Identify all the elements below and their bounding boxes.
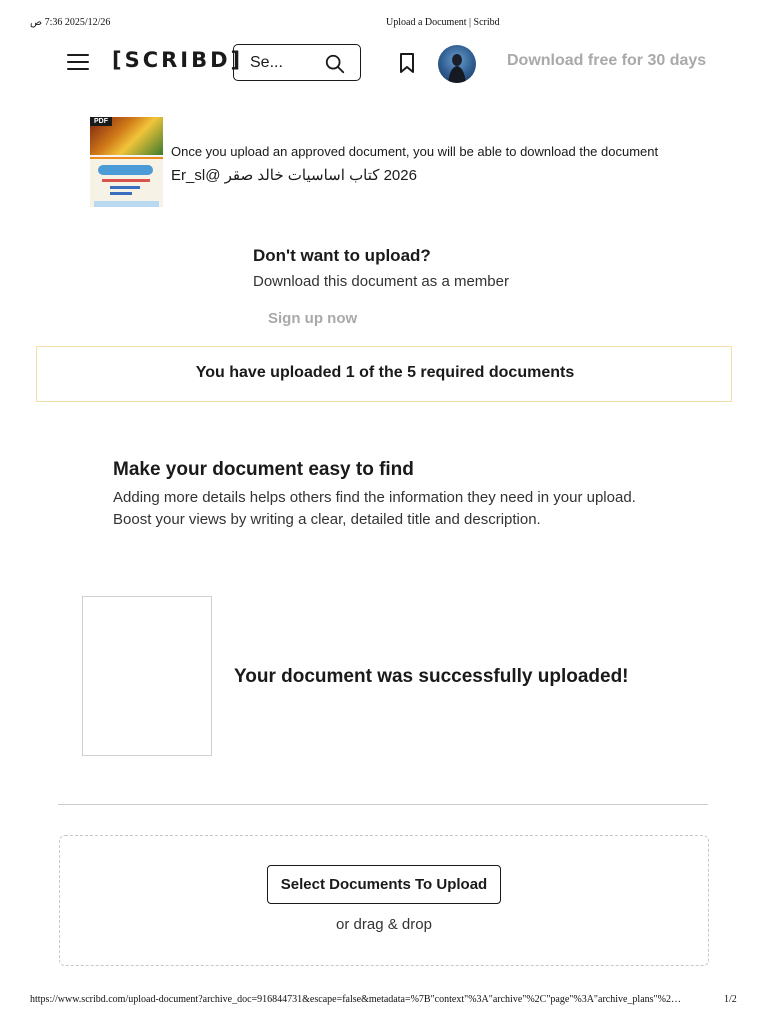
- menu-icon[interactable]: [67, 54, 89, 72]
- download-free-link[interactable]: Download free for 30 days: [507, 52, 707, 69]
- divider: [58, 804, 708, 805]
- uploaded-document-preview: [82, 596, 212, 756]
- upload-progress-text: You have uploaded 1 of the 5 required documents: [195, 364, 575, 381]
- print-footer-url: https://www.scribd.com/upload-document?archive_doc=916844731&escape=false&metadata=%7B"context"%3A"archive"%2C"page"%3A"archive_plans"%2…: [30, 994, 681, 1005]
- search-icon[interactable]: [324, 53, 346, 75]
- drag-drop-hint: or drag & drop: [336, 916, 432, 933]
- document-title: 2026 كتاب اساسيات خالد صقر @Er_sl: [171, 167, 417, 184]
- print-page-number: 1/2: [724, 994, 737, 1005]
- pdf-badge: PDF: [90, 117, 112, 126]
- upload-note: Once you upload an approved document, you will be able to download the document: [171, 144, 659, 159]
- print-page-title: Upload a Document | Scribd: [386, 17, 500, 28]
- section-description-line1: Adding more details helps others find the information they need in your upload.: [113, 489, 636, 506]
- avatar-figure-icon: [438, 45, 476, 83]
- section-description-line2: Boost your views by writing a clear, detailed title and description.: [113, 511, 541, 528]
- section-heading: Make your document easy to find: [113, 459, 414, 480]
- sign-up-button[interactable]: Sign up now: [268, 310, 358, 327]
- dont-want-heading: Don't want to upload?: [253, 246, 431, 265]
- search-input[interactable]: [233, 44, 361, 81]
- print-datetime: 2025/12/26 7:36 ص: [30, 17, 111, 28]
- success-message: Your document was successfully uploaded!: [234, 666, 629, 687]
- upload-progress-banner: [36, 346, 732, 402]
- scribd-logo[interactable]: [SCRIBD]: [112, 48, 244, 72]
- search-placeholder: Se...: [250, 54, 283, 71]
- download-member-text: Download this document as a member: [253, 273, 509, 290]
- bookmark-icon[interactable]: [398, 53, 416, 73]
- upload-dropzone[interactable]: [59, 835, 709, 966]
- select-documents-button[interactable]: Select Documents To Upload: [267, 865, 501, 904]
- document-thumbnail: [90, 117, 163, 207]
- avatar[interactable]: [438, 45, 476, 83]
